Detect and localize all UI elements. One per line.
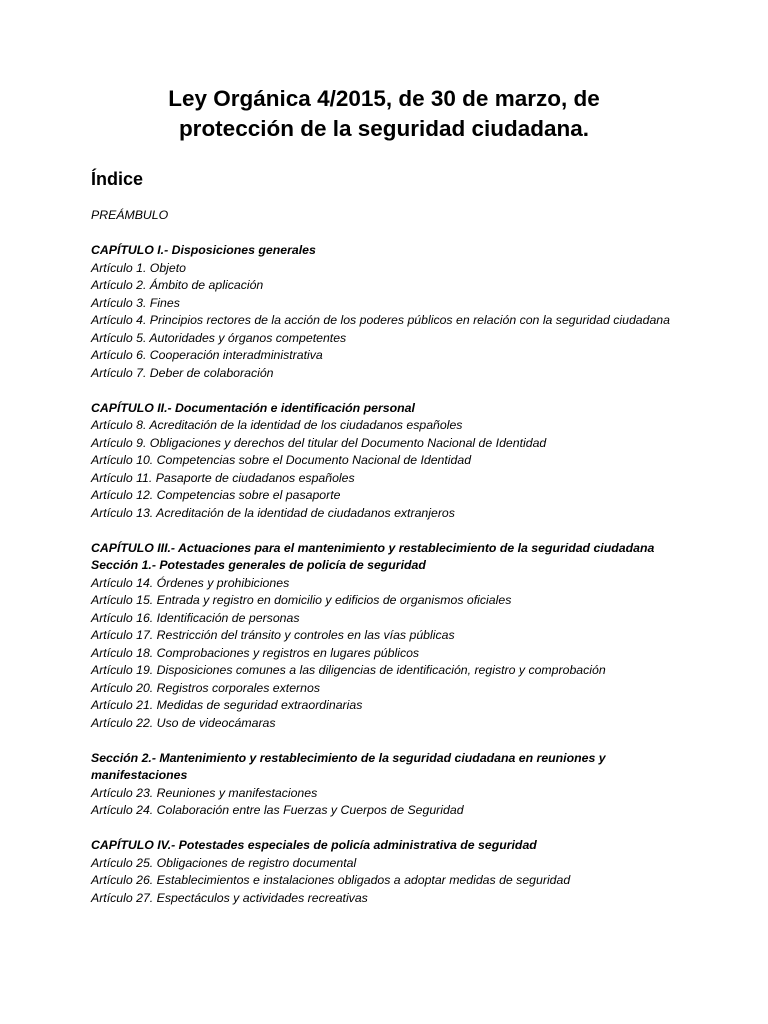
preamble-entry: PREÁMBULO: [91, 208, 169, 222]
chapter-4-heading: CAPÍTULO IV.- Potestades especiales de policía administrativa de seguridad: [91, 838, 537, 852]
spacer: [91, 225, 691, 243]
toc-entry: Artículo 26. Establecimientos e instalaciones obligados a adoptar medidas de seguridad: [91, 873, 571, 887]
document-title-line-1: Ley Orgánica 4/2015, de 30 de marzo, de: [168, 86, 600, 111]
spacer: [91, 732, 691, 750]
toc-entry: Artículo 25. Obligaciones de registro documental: [91, 855, 357, 870]
document-title-line-2: protección de la seguridad ciudadana.: [178, 116, 590, 141]
toc-entry: Artículo 3. Fines: [91, 295, 180, 310]
toc-entry: Artículo 23. Reuniones y manifestaciones: [91, 785, 318, 800]
toc-entry: Artículo 10. Competencias sobre el Documento Nacional de Identidad: [91, 453, 472, 467]
toc-entry: Artículo 27. Espectáculos y actividades recreativas: [91, 890, 368, 905]
toc-entry: Artículo 15. Entrada y registro en domicilio y edificios de organismos oficiales: [91, 593, 512, 607]
toc-entry: Artículo 14. Órdenes y prohibiciones: [91, 575, 290, 590]
toc-entry: Artículo 11. Pasaporte de ciudadanos españoles: [91, 470, 355, 485]
toc-entry: Artículo 21. Medidas de seguridad extraordinarias: [91, 698, 363, 712]
section-2-heading: Sección 2.- Mantenimiento y restablecimiento de la seguridad ciudadana en reuniones y manifestaciones: [91, 750, 606, 782]
toc-entry: Artículo 1. Objeto: [91, 260, 187, 275]
toc-entry: Artículo 7. Deber de colaboración: [91, 365, 274, 380]
toc-entry: Artículo 5. Autoridades y órganos competentes: [91, 330, 347, 345]
spacer: [91, 522, 691, 540]
toc-entry: Artículo 2. Ámbito de aplicación: [91, 278, 264, 292]
section-1-heading: Sección 1.- Potestades generales de policía de seguridad: [91, 558, 426, 572]
document-title: [60, 84, 708, 144]
toc-entry: Artículo 4. Principios rectores de la acción de los poderes públicos en relación con la seguridad ciudadana: [91, 313, 670, 327]
toc-entry: Artículo 22. Uso de videocámaras: [91, 715, 276, 730]
spacer: [91, 820, 691, 838]
chapter-2-heading: CAPÍTULO II.- Documentación e identificación personal: [91, 400, 415, 415]
toc-entry: Artículo 19. Disposiciones comunes a las diligencias de identificación, registro y comprobación: [91, 663, 606, 677]
chapter-1-heading: CAPÍTULO I.- Disposiciones generales: [91, 243, 316, 257]
table-of-contents: [91, 207, 691, 907]
toc-entry: Artículo 12. Competencias sobre el pasaporte: [91, 488, 341, 502]
toc-entry: Artículo 13. Acreditación de la identidad de ciudadanos extranjeros: [91, 505, 455, 520]
chapter-3-heading: CAPÍTULO III.- Actuaciones para el mantenimiento y restablecimiento de la seguridad ciudadana: [91, 540, 655, 555]
index-heading: Índice: [91, 169, 144, 189]
toc-entry: Artículo 20. Registros corporales externos: [91, 680, 320, 695]
toc-entry: Artículo 9. Obligaciones y derechos del titular del Documento Nacional de Identidad: [91, 435, 547, 450]
toc-entry: Artículo 8. Acreditación de la identidad de los ciudadanos españoles: [91, 418, 463, 432]
toc-entry: Artículo 16. Identificación de personas: [91, 610, 300, 625]
toc-entry: Artículo 24. Colaboración entre las Fuerzas y Cuerpos de Seguridad: [91, 803, 464, 817]
toc-entry: Artículo 17. Restricción del tránsito y controles en las vías públicas: [91, 628, 455, 642]
toc-entry: Artículo 18. Comprobaciones y registros en lugares públicos: [91, 645, 420, 660]
toc-entry: Artículo 6. Cooperación interadministrativa: [91, 348, 323, 362]
spacer: [91, 382, 691, 400]
